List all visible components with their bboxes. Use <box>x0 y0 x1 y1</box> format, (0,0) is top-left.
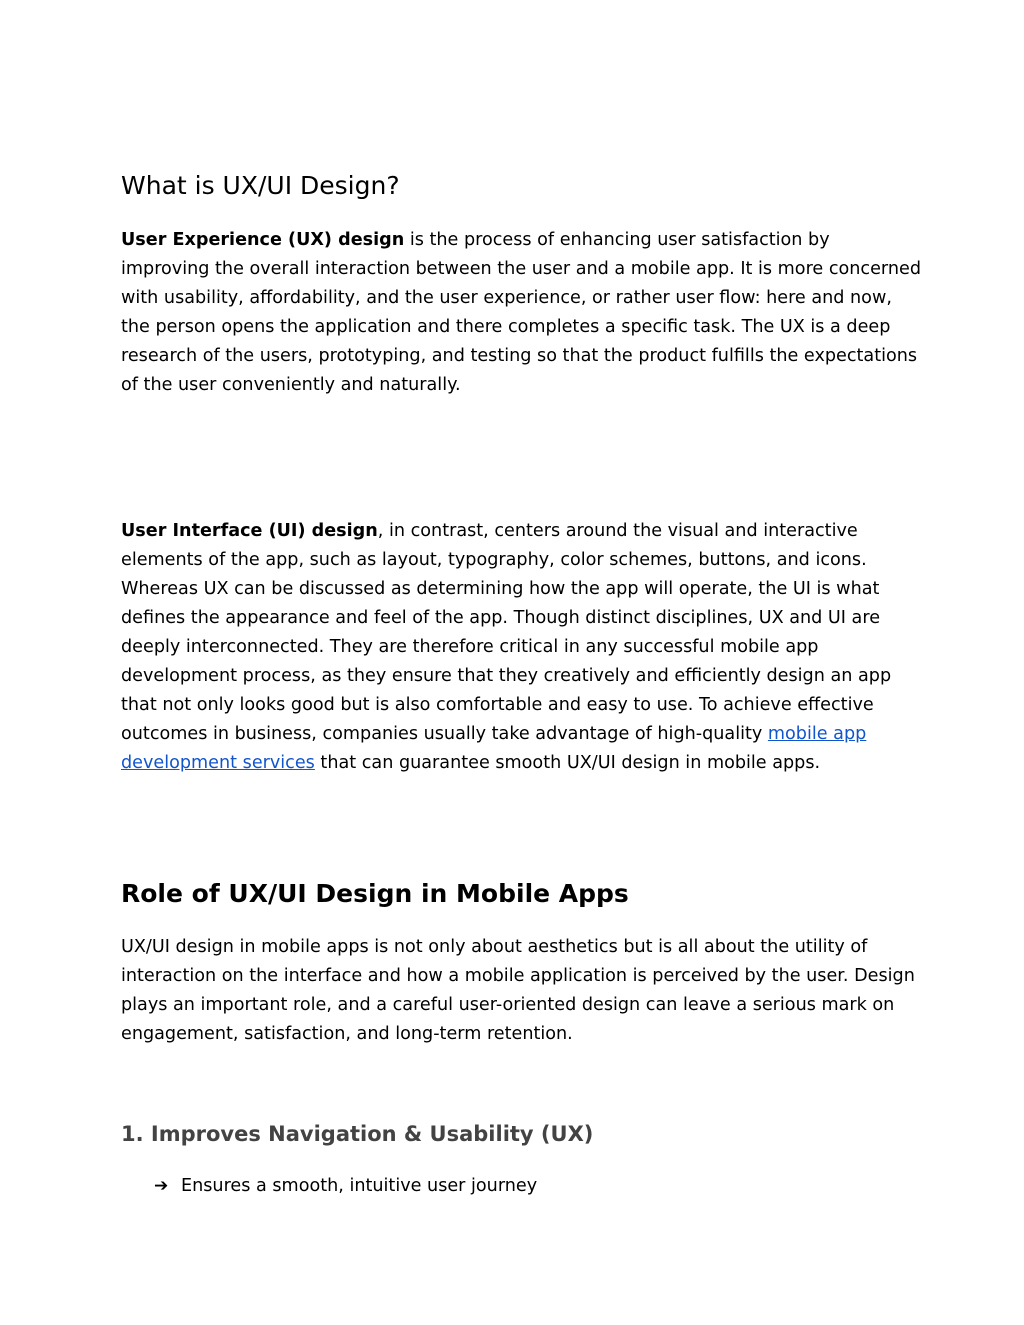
heading-role-of-ux-ui: Role of UX/UI Design in Mobile Apps <box>121 879 629 908</box>
arrow-right-icon: ➔ <box>154 1176 169 1196</box>
paragraph-ux-definition <box>121 226 921 400</box>
ui-definition-text: , in contrast, centers around the visual and interactive elements of the app, such as layout, typography, color schemes, buttons, and icons. Whereas UX can be discussed as determining how the app will operate, the UI is what defines the appearance and feel of the app. Though distinct disciplines, UX and UI are deeply interconnected. They are therefore critical in any successful mobile app development process, as they ensure that they creatively and efficiently design an app that not only looks good but is also comfortable and easy to use. To achieve effective outcomes in business, companies usually take advantage of high-quality <box>121 521 892 744</box>
mobile-app-development-services-link[interactable]: mobile app development services <box>121 724 867 773</box>
ux-design-term: User Experience (UX) design <box>121 230 405 250</box>
paragraph-ui-definition <box>121 517 921 778</box>
heading-improves-navigation: 1. Improves Navigation & Usability (UX) <box>121 1122 594 1146</box>
ui-definition-text-end: that can guarantee smooth UX/UI design in mobile apps. <box>314 753 821 773</box>
bullet-list <box>154 1172 537 1201</box>
bullet-text: Ensures a smooth, intuitive user journey <box>181 1176 538 1196</box>
heading-what-is-ux-ui: What is UX/UI Design? <box>121 171 400 200</box>
paragraph-role-description: UX/UI design in mobile apps is not only about aesthetics but is all about the utility of interaction on the interface and how a mobile application is perceived by the user. Design plays an important role, and a careful user-oriented design can leave a serious mark on engagement, satisfaction, and long-term retention. <box>121 937 915 1044</box>
ux-definition-text: is the process of enhancing user satisfaction by improving the overall interaction between the user and a mobile app. It is more concerned with usability, affordability, and the user experience, or rather user flow: here and now, the person opens the application and there completes a specific task. The UX is a deep research of the users, prototyping, and testing so that the product fulfills the expectations of the user conveniently and naturally. <box>121 230 921 395</box>
list-item <box>154 1172 537 1201</box>
ui-design-term: User Interface (UI) design <box>121 521 378 541</box>
